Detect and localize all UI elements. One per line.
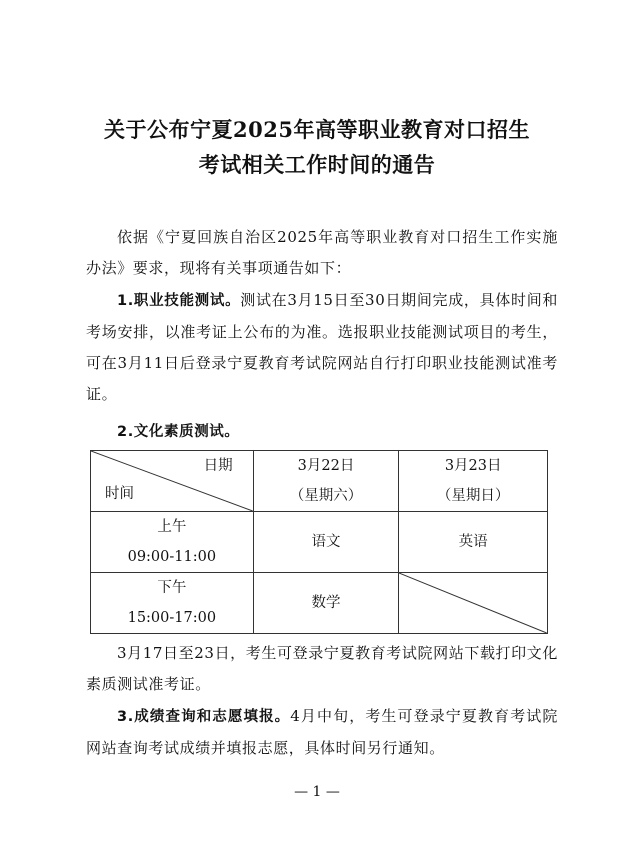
row-header-morning [91,512,254,573]
column-weekday: （星期六） [289,488,363,504]
schedule-table [90,450,548,634]
document-title-line2: 考试相关工作时间的通告 [198,152,436,177]
row-header-afternoon [91,573,254,634]
corner-time-label: 时间 [105,486,134,502]
column-header-day2 [399,451,548,512]
table-cell: 英语 [399,512,548,573]
item2-paragraph [86,416,558,448]
column-weekday: （星期日） [436,488,510,504]
item1-body: 测试在3月15日至30日期间完成，具体时间和考场安排，以准考证上公布的为准。选报职业技能测试项目的考生，可在3月11日后登录宁夏教育考试院网站自行打印职业技能测试准考证。 [86,291,558,403]
table-row [91,573,548,634]
table-row [91,512,548,573]
item1-heading: 1.职业技能测试。 [117,293,241,309]
column-date: 3月23日 [444,458,502,474]
row-period: 上午 [157,519,187,535]
diagonal-line [399,573,547,633]
table-cell: 数学 [253,573,399,634]
document-title-line1: 关于公布宁夏2025年高等职业教育对口招生 [104,117,530,142]
item1-paragraph [86,285,558,410]
item3-paragraph [86,701,558,764]
intro-text: 依据《宁夏回族自治区2025年高等职业教育对口招生工作实施办法》要求，现将有关事项通告如下： [86,228,558,277]
intro-paragraph [86,222,558,284]
row-time: 15:00-17:00 [127,610,217,626]
item3-body: 4月中旬，考生可登录宁夏教育考试院网站查询考试成绩并填报志愿，具体时间另行通知。 [86,707,558,757]
table-cell: 语文 [253,512,399,573]
after-table-text: 3月17日至23日，考生可登录宁夏教育考试院网站下载打印文化素质测试准考证。 [86,644,558,693]
empty-cell-diagonal [399,573,548,634]
table-corner-cell [91,451,254,512]
column-date: 3月22日 [297,458,355,474]
row-period: 下午 [157,580,187,596]
page-number: — 1 — [294,784,340,800]
corner-date-label: 日期 [203,458,233,474]
row-time: 09:00-11:00 [127,549,217,565]
table-header-row [91,451,548,512]
item2-heading: 2.文化素质测试。 [117,424,240,440]
after-table-paragraph [86,638,558,700]
item3-heading: 3.成绩查询和志愿填报。 [117,709,291,725]
column-header-day1 [253,451,399,512]
